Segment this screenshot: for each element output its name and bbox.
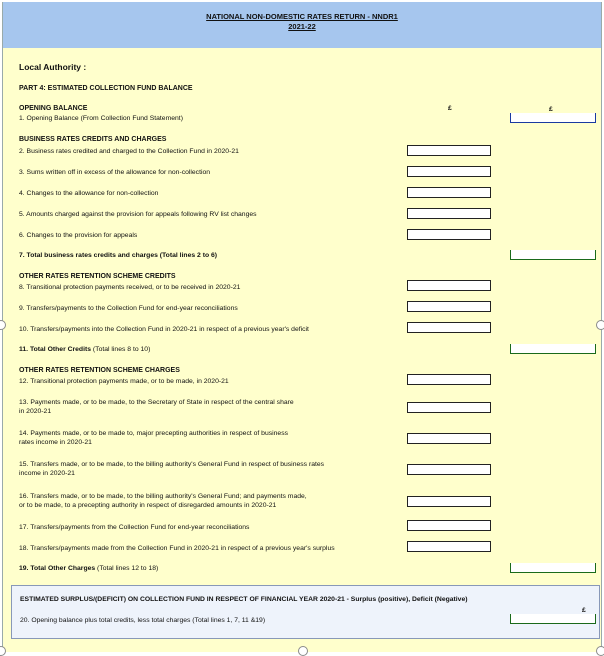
line-16-input[interactable] [407, 496, 491, 507]
line-4-input[interactable] [407, 187, 491, 198]
resize-handle-bottom-right[interactable] [596, 646, 604, 656]
line-15-label-b: income in 2020-21 [19, 470, 75, 477]
line-10-label: 10. Transfers/payments into the Collection Fund in 2020-21 in respect of a previous year's deficit [19, 326, 309, 333]
line-2-input[interactable] [407, 145, 491, 156]
line-15-label-a: 15. Transfers made, or to be made, to the billing authority's General Fund in respect of business rates [19, 461, 325, 468]
currency-col2: £ [549, 106, 553, 113]
other-credits-heading: OTHER RATES RETENTION SCHEME CREDITS [19, 273, 176, 280]
resize-handle-bottom-left[interactable] [0, 646, 6, 656]
form-title: NATIONAL NON-DOMESTIC RATES RETURN - NNDR1 [206, 12, 398, 21]
estimated-currency: £ [582, 607, 586, 614]
line-11-label [19, 345, 150, 354]
form-sheet [2, 2, 602, 652]
line-14-label-a: 14. Payments made, or to be made to, major precepting authorities in respect of business [19, 430, 288, 437]
line-2-label: 2. Business rates credited and charged to the Collection Fund in 2020-21 [19, 148, 239, 155]
line-8-label: 8. Transitional protection payments received, or to be received in 2020-21 [19, 284, 241, 291]
line-11-bold: 11. Total Other Credits [19, 346, 92, 353]
line-9-label: 9. Transfers/payments to the Collection Fund for end-year reconciliations [19, 305, 238, 312]
other-charges-heading: OTHER RATES RETENTION SCHEME CHARGES [19, 367, 180, 374]
line-11-total[interactable] [510, 344, 596, 354]
line-13-input[interactable] [407, 402, 491, 413]
line-8-input[interactable] [407, 280, 491, 291]
line-4-label: 4. Changes to the allowance for non-collection [19, 190, 159, 197]
line-14-label-b: rates income in 2020-21 [19, 439, 92, 446]
line-3-label: 3. Sums written off in excess of the allowance for non-collection [19, 169, 211, 176]
line-16-label-a: 16. Transfers made, or to be made, to the billing authority's General Fund; and payments made, [19, 493, 307, 500]
line-19-label [19, 564, 158, 573]
resize-handle-right[interactable] [596, 320, 604, 330]
line-19-rest: (Total lines 12 to 18) [95, 565, 159, 572]
resize-handle-bottom[interactable] [298, 646, 308, 656]
line-18-label: 18. Transfers/payments made from the Collection Fund in 2020-21 in respect of a previous year's surplus [19, 545, 335, 552]
part-title: PART 4: ESTIMATED COLLECTION FUND BALANCE [19, 85, 193, 92]
line-6-label: 6. Changes to the provision for appeals [19, 232, 138, 239]
line-7-total[interactable] [510, 250, 596, 260]
line-1-input[interactable] [510, 113, 596, 123]
line-17-label: 17. Transfers/payments from the Collection Fund for end-year reconciliations [19, 524, 250, 531]
line-20-label: 20. Opening balance plus total credits, less total charges (Total lines 1, 7, 11 &19) [20, 617, 266, 624]
business-rates-heading: BUSINESS RATES CREDITS AND CHARGES [19, 136, 167, 143]
estimated-heading: ESTIMATED SURPLUS/(DEFICIT) ON COLLECTION FUND IN RESPECT OF FINANCIAL YEAR 2020-21 - Surplus (positive), Deficit (Negative) [20, 596, 468, 603]
form-year: 2021-22 [288, 22, 316, 31]
line-15-input[interactable] [407, 464, 491, 475]
line-14-input[interactable] [407, 433, 491, 444]
line-3-input[interactable] [407, 166, 491, 177]
line-19-total[interactable] [510, 563, 596, 573]
line-10-input[interactable] [407, 322, 491, 333]
line-11-rest: (Total lines 8 to 10) [91, 346, 151, 353]
line-13-label-b: in 2020-21 [19, 408, 52, 415]
header-banner [3, 2, 601, 48]
line-20-total[interactable] [510, 614, 596, 624]
local-authority-label: Local Authority : [19, 62, 87, 72]
line-6-input[interactable] [407, 229, 491, 240]
line-17-input[interactable] [407, 520, 491, 531]
line-1-label: 1. Opening Balance (From Collection Fund Statement) [19, 115, 183, 122]
line-13-label-a: 13. Payments made, or to be made, to the Secretary of State in respect of the central share [19, 399, 294, 406]
line-12-input[interactable] [407, 374, 491, 385]
line-5-input[interactable] [407, 208, 491, 219]
line-18-input[interactable] [407, 541, 491, 552]
line-5-label: 5. Amounts charged against the provision for appeals following RV list changes [19, 211, 257, 218]
line-12-label: 12. Transitional protection payments made, or to be made, in 2020-21 [19, 378, 229, 385]
line-19-bold: 19. Total Other Charges [19, 565, 96, 572]
line-16-label-b: or to be made, to a precepting authority in respect of disregarded amounts in 2020-21 [19, 502, 277, 509]
opening-heading: OPENING BALANCE [19, 105, 88, 112]
estimated-surplus-section [11, 585, 600, 639]
line-7-label: 7. Total business rates credits and charges (Total lines 2 to 6) [19, 252, 218, 259]
currency-col1: £ [448, 105, 452, 112]
line-9-input[interactable] [407, 301, 491, 312]
